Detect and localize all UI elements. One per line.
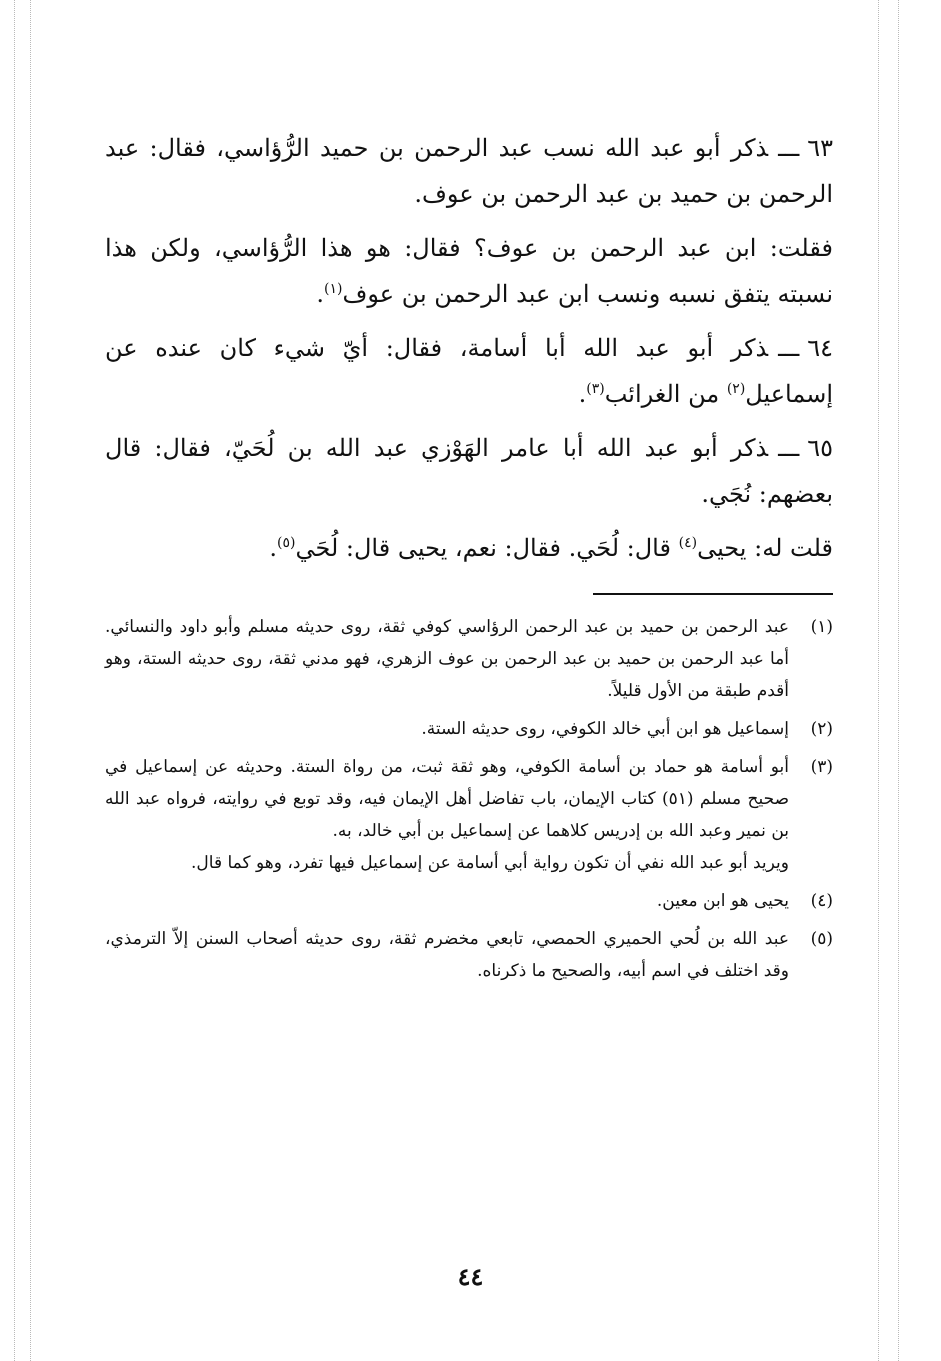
margin-dotted-line	[14, 0, 15, 1361]
entry-number: ٦٥	[807, 434, 833, 462]
footnote-4	[105, 885, 833, 917]
margin-dotted-line	[30, 0, 31, 1361]
footnote-ref[interactable]: (٤)	[678, 535, 698, 551]
entry-text: من الغرائب	[604, 380, 720, 408]
footnote-text: يحيى هو ابن معين.	[656, 891, 789, 911]
footnote-3	[105, 751, 833, 879]
entry-text: قلت له: يحيى	[697, 534, 833, 562]
page-body	[105, 125, 833, 993]
footnote-body	[105, 751, 789, 879]
footnote-2	[105, 713, 833, 745]
footnote-text: إسماعيل هو ابن أبي خالد الكوفي، روى حديثه الستة.	[421, 719, 789, 739]
margin-dotted-line	[898, 0, 899, 1361]
entry-64	[105, 325, 833, 417]
entry-dash: ـــ	[778, 434, 800, 462]
footnote-number: (٥)	[810, 929, 833, 949]
footnote-number: (٤)	[810, 891, 833, 911]
footnote-ref[interactable]: (٣)	[586, 381, 605, 397]
entry-63	[105, 125, 833, 217]
entry-text: .	[269, 534, 277, 562]
footnote-number: (١)	[810, 617, 833, 637]
footnote-text: أبو أسامة هو حماد بن أسامة الكوفي، وهو ثقة ثبت، من رواة الستة. وحديثه عن إسماعيل في صحيح مسلم (٥١) كتاب الإيمان، باب تفاضل أهل الإيمان فيه، وقد توبع في روايته، فرواه عبد الله بن نمير وعبد الله بن إدريس كلاهما عن إسماعيل بن أبي خالد، به.	[105, 757, 789, 841]
footnote-separator	[593, 593, 833, 595]
footnote-ref[interactable]: (٥)	[277, 535, 296, 551]
entry-63-continued	[105, 225, 833, 317]
entry-65-continued	[105, 525, 833, 571]
entry-text: قال: لُحَي. فقال: نعم، يحيى قال: لُحَي	[295, 534, 671, 562]
entry-dash: ـــ	[778, 334, 800, 362]
footnote-number: (٣)	[810, 757, 833, 777]
entry-text: ذكر أبو عبد الله أبا أسامة، فقال: أيّ شيء كان عنده عن إسماعيل	[105, 334, 833, 408]
footnote-text: عبد الله بن لُحي الحميري الحمصي، تابعي مخضرم ثقة، روى حديثه أصحاب السنن إلاّ الترمذي، وقد اختلف في اسم أبيه، والصحيح ما ذكرناه.	[105, 929, 789, 981]
footnote-body	[105, 713, 789, 745]
footnote-number: (٢)	[810, 719, 833, 739]
entry-text: .	[578, 380, 587, 408]
entry-text: .	[316, 280, 324, 308]
entry-text: ذكر أبو عبد الله نسب عبد الرحمن بن حميد الرُّؤاسي، فقال: عبد الرحمن بن حميد بن عبد الرحمن بن عوف.	[105, 134, 833, 208]
entry-dash: ـــ	[778, 134, 800, 162]
footnote-text: ويريد أبو عبد الله نفي أن تكون رواية أبي أسامة عن إسماعيل فيها تفرد، وهو كما قال.	[191, 853, 789, 873]
footnote-body	[105, 611, 789, 707]
footnote-text: عبد الرحمن بن حميد بن عبد الرحمن الرؤاسي كوفي ثقة، روى حديثه مسلم وأبو داود والنسائي. أما عبد الرحمن بن حميد بن عبد الرحمن بن عوف الزهري، فهو مدني ثقة، روى حديثه الستة، وهو أقدم طبقة من الأول قليلاً.	[105, 617, 789, 701]
footnote-ref[interactable]: (١)	[324, 281, 343, 297]
footnote-ref[interactable]: (٢)	[726, 381, 746, 397]
footnote-body	[105, 885, 789, 917]
footnote-1	[105, 611, 833, 707]
entry-number: ٦٣	[807, 134, 833, 162]
entry-text: فقلت: ابن عبد الرحمن بن عوف؟ فقال: هو هذا الرُّؤاسي، ولكن هذا نسبته يتفق نسبه ونسب ابن عبد الرحمن بن عوف	[105, 234, 833, 308]
entry-text: ذكر أبو عبد الله أبا عامر الهَوْزي عبد الله بن لُحَيّ، فقال: قال بعضهم: نُجَي.	[105, 434, 833, 508]
footnote-5	[105, 923, 833, 987]
margin-dotted-line	[878, 0, 879, 1361]
footnote-body	[105, 923, 789, 987]
entry-number: ٦٤	[807, 334, 833, 362]
page-number: ٤٤	[457, 1262, 484, 1291]
entry-65	[105, 425, 833, 517]
